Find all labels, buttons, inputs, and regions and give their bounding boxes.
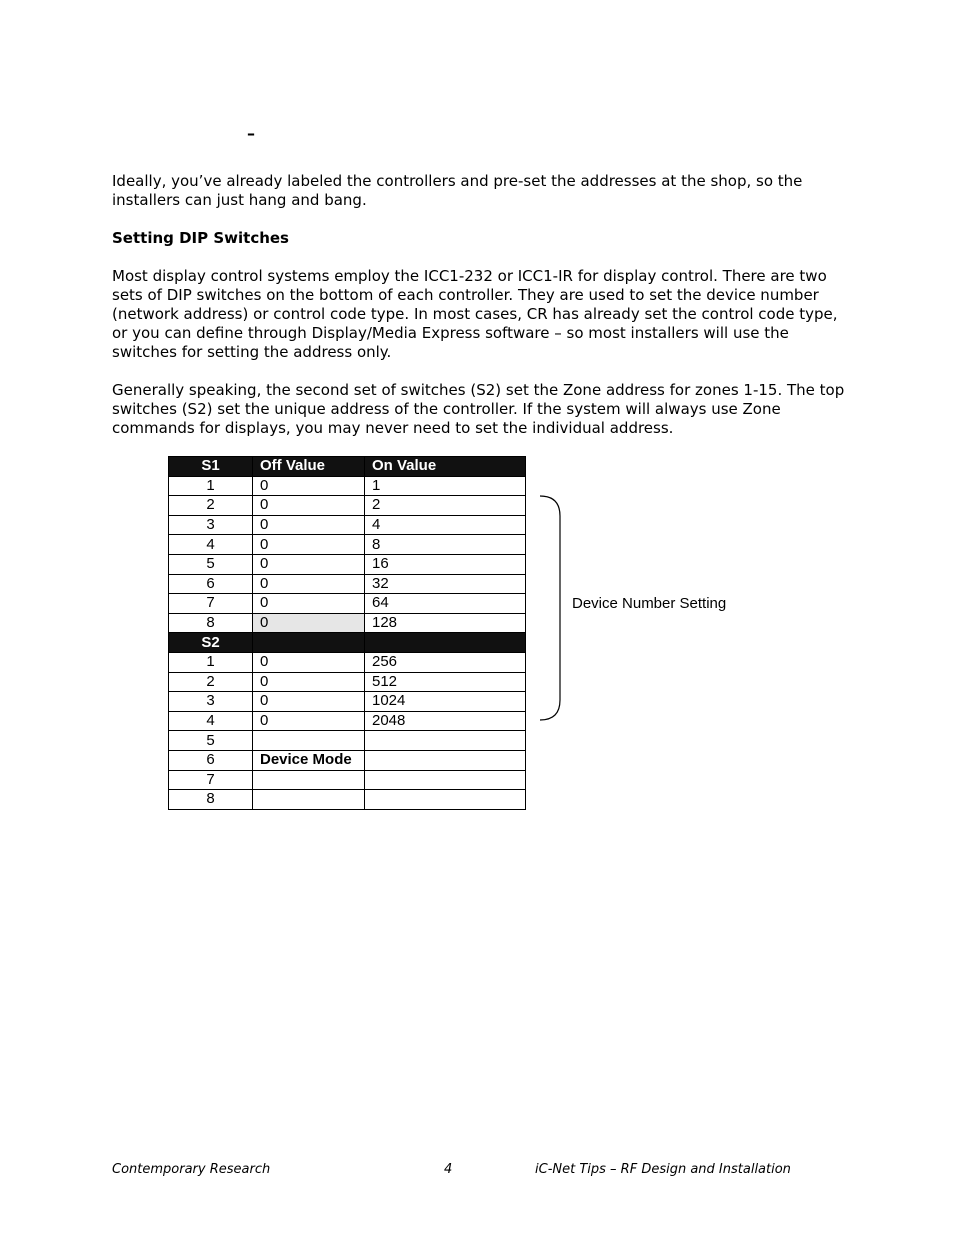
- on-value: 512: [365, 672, 526, 692]
- off-value: 0: [253, 515, 365, 535]
- table-row: [169, 711, 526, 731]
- off-value: 0: [253, 574, 365, 594]
- switch-number: 3: [169, 515, 253, 535]
- on-value: [365, 750, 526, 770]
- table-row: [169, 672, 526, 692]
- off-value: 0: [253, 476, 365, 496]
- table-header-row: [169, 457, 526, 477]
- switch-number: 1: [169, 652, 253, 672]
- header-on-value: On Value: [365, 457, 526, 477]
- switch-number: 2: [169, 496, 253, 516]
- off-value: 0: [253, 594, 365, 614]
- switch-number: 1: [169, 476, 253, 496]
- header-off-value: Off Value: [253, 457, 365, 477]
- off-value: 0: [253, 554, 365, 574]
- header-s2: S2: [169, 633, 253, 653]
- off-value: 0: [253, 692, 365, 712]
- on-value: 1024: [365, 692, 526, 712]
- brace-label: Device Number Setting: [572, 595, 727, 612]
- off-value: 0: [253, 672, 365, 692]
- header-blank: [253, 633, 365, 653]
- table-row: [169, 476, 526, 496]
- on-value: 64: [365, 594, 526, 614]
- on-value: 128: [365, 613, 526, 633]
- on-value: [365, 790, 526, 810]
- footer-page-number: 4: [444, 1162, 453, 1177]
- table-row: [169, 574, 526, 594]
- table-row: [169, 790, 526, 810]
- table-row: [169, 554, 526, 574]
- switch-number: 4: [169, 711, 253, 731]
- switch-number: 6: [169, 750, 253, 770]
- off-value: [253, 731, 365, 751]
- off-value: 0: [253, 535, 365, 555]
- intro-paragraph: Ideally, you’ve already labeled the controllers and pre-set the addresses at the shop, so the installers can just hang and bang.: [112, 172, 803, 209]
- switch-number: 5: [169, 554, 253, 574]
- header-s1: S1: [169, 457, 253, 477]
- switch-number: 6: [169, 574, 253, 594]
- right-brace-icon: [536, 494, 566, 724]
- section-heading: Setting DIP Switches: [112, 229, 289, 247]
- footer-company: Contemporary Research: [112, 1162, 271, 1177]
- on-value: 8: [365, 535, 526, 555]
- device-mode-label: Device Mode: [253, 750, 365, 770]
- table-row: [169, 770, 526, 790]
- zone-paragraph: Generally speaking, the second set of switches (S2) set the Zone address for zones 1-15. The top switches (S2) set the unique address of the controller. If the system will always use Zone commands for displays, you may never need to set the individual address.: [112, 381, 845, 437]
- header-blank: [365, 633, 526, 653]
- table-row: [169, 496, 526, 516]
- on-value: 2: [365, 496, 526, 516]
- off-value: 0: [253, 711, 365, 731]
- switch-number: 8: [169, 613, 253, 633]
- off-value: 0: [253, 496, 365, 516]
- on-value: [365, 770, 526, 790]
- table-row: [169, 535, 526, 555]
- on-value: 16: [365, 554, 526, 574]
- table-row: [169, 594, 526, 614]
- title-dash: –: [247, 124, 255, 143]
- switch-number: 7: [169, 594, 253, 614]
- dip-paragraph: Most display control systems employ the ICC1-232 or ICC1-IR for display control. There are two sets of DIP switches on the bottom of each controller. They are used to set the device number (network address) or control code type. In most cases, CR has already set the control code type, or you can define through Display/Media Express software – so most installers will use the switches for setting the address only.: [112, 267, 838, 361]
- table-row: [169, 613, 526, 633]
- off-value: 0: [253, 613, 365, 633]
- table-row: [169, 515, 526, 535]
- on-value: 256: [365, 652, 526, 672]
- switch-number: 7: [169, 770, 253, 790]
- off-value: [253, 770, 365, 790]
- on-value: 2048: [365, 711, 526, 731]
- table-row: [169, 731, 526, 751]
- switch-number: 2: [169, 672, 253, 692]
- switch-number: 5: [169, 731, 253, 751]
- table-row: [169, 692, 526, 712]
- on-value: 32: [365, 574, 526, 594]
- switch-number: 3: [169, 692, 253, 712]
- dip-switch-table: [168, 456, 526, 810]
- switch-number: 4: [169, 535, 253, 555]
- on-value: 1: [365, 476, 526, 496]
- footer-doc-title: iC-Net Tips – RF Design and Installation: [535, 1162, 791, 1177]
- switch-number: 8: [169, 790, 253, 810]
- off-value: 0: [253, 652, 365, 672]
- s2-header-row: [169, 633, 526, 653]
- table-row: [169, 652, 526, 672]
- on-value: 4: [365, 515, 526, 535]
- off-value: [253, 790, 365, 810]
- table-row: [169, 750, 526, 770]
- on-value: [365, 731, 526, 751]
